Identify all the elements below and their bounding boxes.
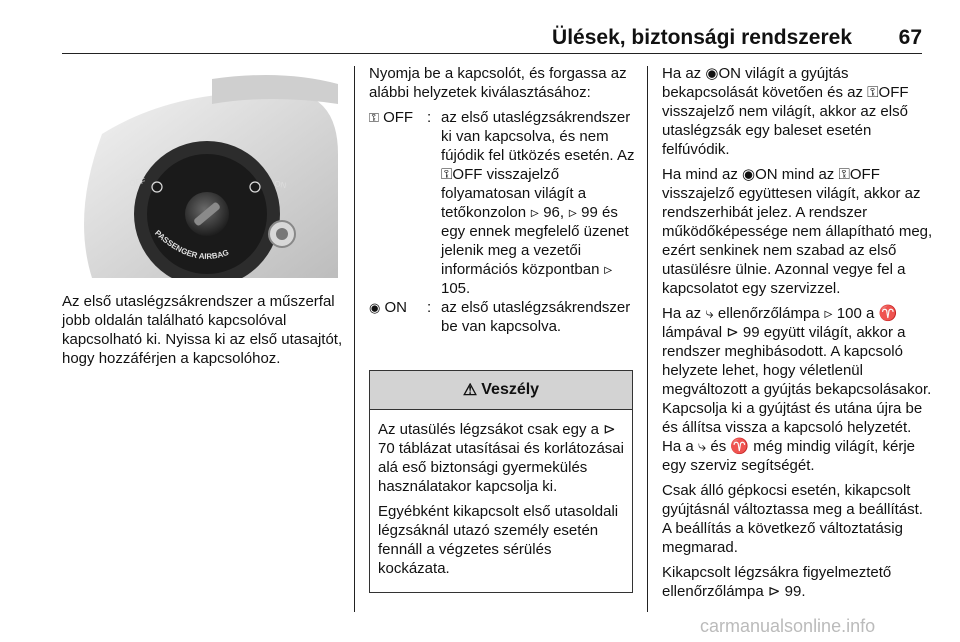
on-colon: : bbox=[427, 299, 432, 316]
warning-triangle-icon: ⚠ bbox=[462, 382, 478, 399]
switch-on-label: ON bbox=[273, 179, 288, 191]
danger-paragraph-1: Az utasülés légzsákot csak egy a ⊳ 70 táblázat utasításai és korlátozásai alá eső biztonsági gyermekülés használatakor kapcsolja ki. bbox=[378, 421, 624, 495]
right-paragraph-5: Kikapcsolt légzsákra figyelmeztető ellenőrzőlámpa ⊳ 99. bbox=[662, 564, 892, 600]
column-divider-2 bbox=[647, 66, 648, 612]
off-colon: : bbox=[427, 109, 432, 126]
airbag-switch-figure bbox=[62, 64, 338, 278]
switch-on-row bbox=[369, 298, 641, 336]
airbag-on-icon: ◉ bbox=[369, 300, 381, 315]
left-column bbox=[62, 292, 344, 374]
on-label: ON bbox=[384, 299, 408, 316]
on-description: az első utaslégzsákrendszer be van kapcsolva. bbox=[441, 299, 631, 335]
right-paragraph-2: Ha mind az ◉ON mind az ⚿OFF visszajelző együttesen világít, akkor az rendszerhibát jelez. A rendszer működőképessége nem állapítható meg, ezért senkinek nem szabad az első utasülésre ülnie. Azonnal vegye fel a kapcsolatot egy szervizzel. bbox=[662, 166, 933, 297]
right-paragraph-1: Ha az ◉ON világít a gyújtás bekapcsolását követően és az ⚿OFF visszajelző nem világít, akkor az első utaslégzsák egy baleset esetén felfúvódik. bbox=[662, 65, 909, 158]
page-number: 67 bbox=[898, 26, 922, 49]
off-label: OFF bbox=[383, 109, 414, 126]
danger-body bbox=[370, 410, 632, 578]
page-title: Ülések, biztonsági rendszerek bbox=[552, 26, 852, 49]
page-header bbox=[62, 18, 922, 54]
intro-text: Nyomja be a kapcsolót, és forgassa az alábbi helyzetek kiválasztásához: bbox=[369, 65, 627, 101]
airbag-off-icon: ⚿ bbox=[369, 110, 379, 125]
danger-paragraph-2: Egyébként kikapcsolt első utasoldali légzsáknál utazó személy esetén fennáll a végzetes sérülés kockázata. bbox=[378, 503, 619, 577]
danger-box bbox=[369, 370, 633, 593]
header-rule bbox=[62, 53, 922, 54]
off-description: az első utaslégzsákrendszer ki van kapcsolva, és nem fújódik fel ütközés esetén. Az ⚿OFF visszajelző folyamatosan világít a tetőkonzolon ⊳ 96, ⊳ 99 és egy ennek megfelelő üzenet jelenik meg a vezetői információs központban ⊳ 105. bbox=[441, 109, 635, 297]
switch-off-label: OFF bbox=[128, 176, 147, 188]
watermark: carmanualsonline.info bbox=[700, 616, 876, 636]
right-paragraph-3: Ha az ⤷ ellenőrzőlámpa ⊳ 100 a ♈ lámpával ⊳ 99 együtt világít, akkor a rendszer meghibásodott. A kapcsoló helyzete lehet, hogy véletlenül megváltozott a gyújtás bekapcsolásakor. Kapcsolja ki a gyújtást és utána újra be és állítsa vissza a kapcsoló helyzetét. Ha a ⤷ és ♈ még mindig világít, kérje egy szerviz segítségét. bbox=[662, 305, 932, 474]
passenger-airbag-label: PASSENGER AIRBAG bbox=[153, 228, 231, 262]
danger-header bbox=[370, 371, 632, 410]
switch-off-row bbox=[369, 108, 641, 298]
middle-column bbox=[369, 64, 641, 336]
figure-caption: Az első utaslégzsákrendszer a műszerfal jobb oldalán található kapcsolóval kapcsolható ki. Nyissa ki az első utasajtót, hogy hozzáférjen a kapcsolóhoz. bbox=[62, 293, 343, 367]
right-paragraph-4: Csak álló gépkocsi esetén, kikapcsolt gyújtásnál változtassa meg a beállítást. A beállítás a következő változtatásig megmarad. bbox=[662, 482, 923, 556]
danger-title: Veszély bbox=[481, 381, 540, 398]
right-column bbox=[662, 64, 934, 607]
column-divider-1 bbox=[354, 66, 355, 612]
airbag-switch-illustration bbox=[62, 64, 338, 278]
